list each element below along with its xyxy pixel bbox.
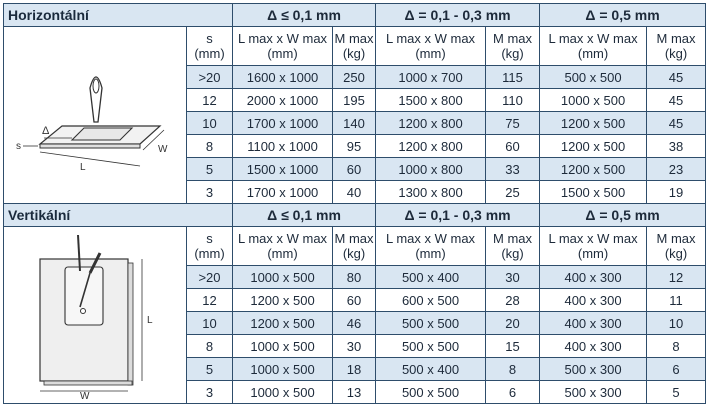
cell-lw: 1500 x 1000 bbox=[233, 158, 333, 181]
group-header-delta-01: Δ ≤ 0,1 mm bbox=[233, 4, 376, 27]
header-s: s (mm) bbox=[187, 27, 233, 66]
header-m-1: M max (kg) bbox=[333, 27, 376, 66]
group-header-delta-05: Δ = 0,5 mm bbox=[540, 204, 706, 227]
cell-s: 10 bbox=[187, 312, 233, 335]
cell-s: 12 bbox=[187, 89, 233, 112]
header-m-3: M max (kg) bbox=[647, 227, 706, 266]
cell-lw: 1200 x 500 bbox=[233, 312, 333, 335]
cell-m: 40 bbox=[333, 181, 376, 204]
figure-label-w: W bbox=[80, 391, 90, 399]
cell-m: 75 bbox=[486, 112, 540, 135]
cell-lw: 1200 x 800 bbox=[376, 135, 486, 158]
cell-m: 20 bbox=[486, 312, 540, 335]
cell-lw: 1200 x 500 bbox=[540, 158, 647, 181]
figure-label-l: L bbox=[147, 315, 153, 326]
cell-s: >20 bbox=[187, 66, 233, 89]
plate-edge-shape bbox=[40, 144, 140, 148]
cell-m: 33 bbox=[486, 158, 540, 181]
cell-m: 10 bbox=[647, 312, 706, 335]
header-m-1: M max (kg) bbox=[333, 227, 376, 266]
cell-lw: 1500 x 500 bbox=[540, 181, 647, 204]
section-title-horizontal: Horizontální bbox=[4, 4, 233, 27]
section-title-vertical: Vertikální bbox=[4, 204, 233, 227]
lifting-capacity-table-wrapper bbox=[3, 3, 705, 404]
cell-lw: 500 x 400 bbox=[376, 358, 486, 381]
cell-lw: 1000 x 500 bbox=[233, 358, 333, 381]
cell-m: 45 bbox=[647, 66, 706, 89]
cell-lw: 1500 x 800 bbox=[376, 89, 486, 112]
cell-m: 30 bbox=[333, 335, 376, 358]
cell-m: 6 bbox=[486, 381, 540, 404]
cell-lw: 500 x 500 bbox=[540, 66, 647, 89]
cell-lw: 2000 x 1000 bbox=[233, 89, 333, 112]
section-header-row-vertical bbox=[4, 204, 706, 227]
cell-s: 5 bbox=[187, 158, 233, 181]
header-lw-2: L max x W max (mm) bbox=[376, 27, 486, 66]
cell-lw: 1200 x 800 bbox=[376, 112, 486, 135]
header-lw-1: L max x W max (mm) bbox=[233, 227, 333, 266]
vertical-lifting-figure bbox=[4, 227, 187, 404]
column-header-row-vertical bbox=[4, 227, 706, 266]
group-header-delta-01-03: Δ = 0,1 - 0,3 mm bbox=[376, 204, 540, 227]
cell-m: 13 bbox=[333, 381, 376, 404]
cell-lw: 600 x 500 bbox=[376, 289, 486, 312]
group-header-delta-01: Δ ≤ 0,1 mm bbox=[233, 204, 376, 227]
header-lw-3: L max x W max (mm) bbox=[540, 27, 647, 66]
cell-lw: 500 x 300 bbox=[540, 358, 647, 381]
cell-m: 140 bbox=[333, 112, 376, 135]
cell-m: 45 bbox=[647, 89, 706, 112]
cell-lw: 1000 x 500 bbox=[540, 89, 647, 112]
cell-m: 195 bbox=[333, 89, 376, 112]
cell-lw: 400 x 300 bbox=[540, 266, 647, 289]
cell-m: 15 bbox=[486, 335, 540, 358]
cell-s: 8 bbox=[187, 135, 233, 158]
cell-s: 10 bbox=[187, 112, 233, 135]
cell-m: 11 bbox=[647, 289, 706, 312]
cell-lw: 1000 x 800 bbox=[376, 158, 486, 181]
header-m-2: M max (kg) bbox=[486, 27, 540, 66]
header-lw-3: L max x W max (mm) bbox=[540, 227, 647, 266]
length-dimension-line bbox=[40, 152, 140, 166]
cell-m: 30 bbox=[486, 266, 540, 289]
cell-lw: 1000 x 500 bbox=[233, 266, 333, 289]
figure-label-s: s bbox=[16, 141, 21, 152]
cell-s: 3 bbox=[187, 381, 233, 404]
cell-m: 19 bbox=[647, 181, 706, 204]
cell-lw: 500 x 300 bbox=[540, 381, 647, 404]
cell-m: 110 bbox=[486, 89, 540, 112]
cell-m: 5 bbox=[647, 381, 706, 404]
column-header-row-horizontal bbox=[4, 27, 706, 66]
cell-m: 45 bbox=[647, 112, 706, 135]
group-header-delta-05: Δ = 0,5 mm bbox=[540, 4, 706, 27]
header-m-3: M max (kg) bbox=[647, 27, 706, 66]
cell-lw: 1000 x 700 bbox=[376, 66, 486, 89]
cell-lw: 500 x 500 bbox=[376, 381, 486, 404]
figure-label-w: W bbox=[158, 144, 168, 155]
cell-s: 3 bbox=[187, 181, 233, 204]
header-lw-2: L max x W max (mm) bbox=[376, 227, 486, 266]
cell-lw: 1300 x 800 bbox=[376, 181, 486, 204]
cell-lw: 1200 x 500 bbox=[540, 112, 647, 135]
group-header-delta-01-03: Δ = 0,1 - 0,3 mm bbox=[376, 4, 540, 27]
cell-s: 8 bbox=[187, 335, 233, 358]
lifting-capacity-table bbox=[3, 3, 706, 404]
header-m-2: M max (kg) bbox=[486, 227, 540, 266]
cell-m: 60 bbox=[333, 289, 376, 312]
cell-m: 25 bbox=[486, 181, 540, 204]
cell-s: >20 bbox=[187, 266, 233, 289]
horizontal-lifting-figure bbox=[4, 27, 187, 204]
figure-label-l: L bbox=[80, 162, 86, 173]
cell-m: 95 bbox=[333, 135, 376, 158]
figure-label-delta: Δ bbox=[42, 125, 50, 137]
cell-m: 12 bbox=[647, 266, 706, 289]
cell-m: 60 bbox=[486, 135, 540, 158]
cell-lw: 400 x 300 bbox=[540, 335, 647, 358]
cell-lw: 1600 x 1000 bbox=[233, 66, 333, 89]
vertical-plate-diagram bbox=[10, 231, 180, 399]
cell-lw: 1200 x 500 bbox=[233, 289, 333, 312]
cell-lw: 400 x 300 bbox=[540, 289, 647, 312]
cell-lw: 1700 x 1000 bbox=[233, 181, 333, 204]
cell-lw: 1000 x 500 bbox=[233, 381, 333, 404]
cell-lw: 1200 x 500 bbox=[540, 135, 647, 158]
cell-s: 5 bbox=[187, 358, 233, 381]
horizontal-plate-diagram bbox=[10, 40, 180, 190]
cell-m: 115 bbox=[486, 66, 540, 89]
cell-lw: 400 x 300 bbox=[540, 312, 647, 335]
cell-m: 38 bbox=[647, 135, 706, 158]
cell-m: 8 bbox=[647, 335, 706, 358]
cell-lw: 500 x 500 bbox=[376, 335, 486, 358]
cell-m: 80 bbox=[333, 266, 376, 289]
cell-lw: 500 x 400 bbox=[376, 266, 486, 289]
cell-m: 60 bbox=[333, 158, 376, 181]
cell-m: 23 bbox=[647, 158, 706, 181]
lifting-eye-hole-icon bbox=[93, 79, 99, 93]
cell-lw: 500 x 500 bbox=[376, 312, 486, 335]
cell-lw: 1000 x 500 bbox=[233, 335, 333, 358]
cell-lw: 1100 x 1000 bbox=[233, 135, 333, 158]
cell-m: 18 bbox=[333, 358, 376, 381]
header-lw-1: L max x W max (mm) bbox=[233, 27, 333, 66]
header-s: s (mm) bbox=[187, 227, 233, 266]
cell-m: 250 bbox=[333, 66, 376, 89]
cell-m: 28 bbox=[486, 289, 540, 312]
section-header-row-horizontal bbox=[4, 4, 706, 27]
cell-m: 6 bbox=[647, 358, 706, 381]
cell-m: 8 bbox=[486, 358, 540, 381]
cell-s: 12 bbox=[187, 289, 233, 312]
plate-edge-shape bbox=[128, 263, 133, 385]
cell-lw: 1700 x 1000 bbox=[233, 112, 333, 135]
cell-m: 46 bbox=[333, 312, 376, 335]
